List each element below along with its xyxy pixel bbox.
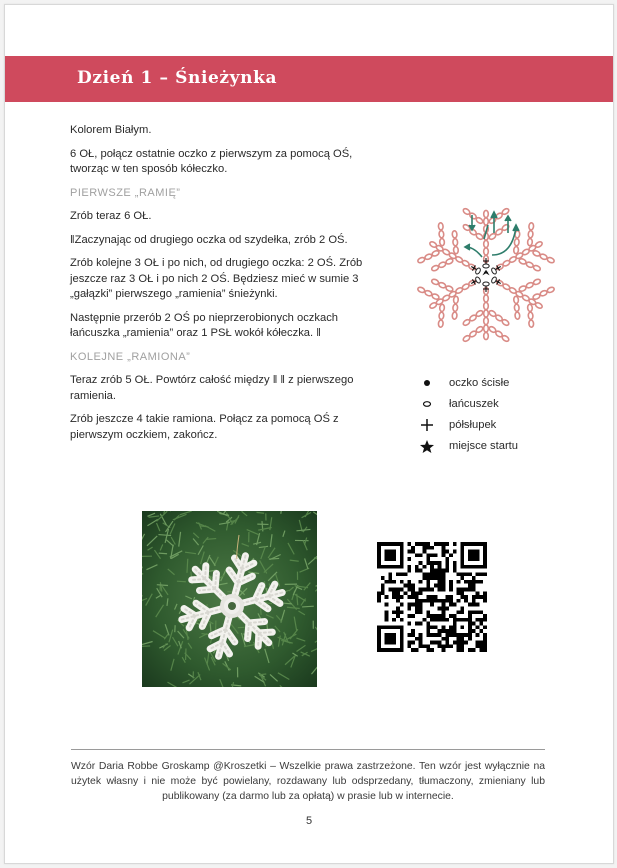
instruction-finish-arm: Następnie przerób 2 OŚ po nieprzerobionych oczkach łańcuszka „ramienia” oraz 1 PSŁ wokół kółeczka. ‖ (70, 311, 339, 339)
legend-label: półsłupek (449, 419, 497, 431)
center-ring (475, 264, 498, 286)
snowflake-photo (142, 511, 317, 687)
oval-symbol-icon (419, 397, 435, 413)
document-page (4, 4, 614, 864)
chart-arm (416, 221, 489, 290)
star-symbol-icon (419, 439, 435, 455)
instruction-ring: 6 OŁ, połącz ostatnie oczko z pierwszym za pomocą OŚ, tworząc w ten sposób kółeczko. (70, 147, 353, 175)
title-banner (5, 56, 613, 102)
footer-divider (71, 749, 545, 750)
instruction-branches: Zrób kolejne 3 OŁ i po nich, od drugiego oczka: 2 OŚ. Zrób jeszcze raz 3 OŁ i po nich 2 OŚ. Będziesz mieć w sumie 3 „gałązki” pierwszego „ramienia” śnieżynki. (70, 257, 363, 300)
section-heading-next-arms: KOLEJNE „RAMIONA” (70, 350, 191, 363)
chart-arm (416, 260, 489, 329)
chart-arm (462, 208, 510, 264)
section-heading-first-arm: PIERWSZE „RAMIĘ” (70, 186, 181, 199)
page-number: 5 (305, 815, 313, 827)
chart-arm (484, 260, 557, 329)
instruction-chain-6: Zrób teraz 6 OŁ. (70, 210, 152, 222)
chart-arm (462, 286, 510, 342)
legend-label: miejsce startu (449, 440, 519, 452)
plus-symbol-icon (419, 418, 435, 434)
instruction-start-repeat: ‖Zaczynając od drugiego oczka od szydełka, zrób 2 OŚ. (70, 233, 348, 246)
dot-symbol-icon (419, 376, 435, 392)
instruction-join: Zrób jeszcze 4 takie ramiona. Połącz za pomocą OŚ z pierwszym oczkiem, zakończ. (70, 413, 339, 441)
page-title: Dzień 1 – Śnieżynka (77, 68, 278, 88)
instruction-color: Kolorem Białym. (70, 124, 152, 136)
pattern-instructions (70, 123, 390, 451)
instruction-repeat: Teraz zrób 5 OŁ. Powtórz całość między ‖ ‖ z pierwszego ramienia. (70, 374, 354, 402)
legend-label: łańcuszek (449, 398, 499, 410)
qr-code[interactable] (377, 542, 487, 652)
start-star-icon (482, 270, 489, 276)
legend-label: oczko ścisłe (449, 377, 510, 389)
crochet-chart-diagram (413, 195, 559, 355)
copyright-notice: Wzór Daria Robbe Groskamp @Kroszetki – Wszelkie prawa zastrzeżone. Ten wzór jest wyłącznie na użytek własny i nie może być powielany, rozdawany lub odsprzedany, tłumaczony, zmieniany lub publikowany (za darmo lub za opłatą) w prasie lub w internecie. (71, 761, 545, 802)
